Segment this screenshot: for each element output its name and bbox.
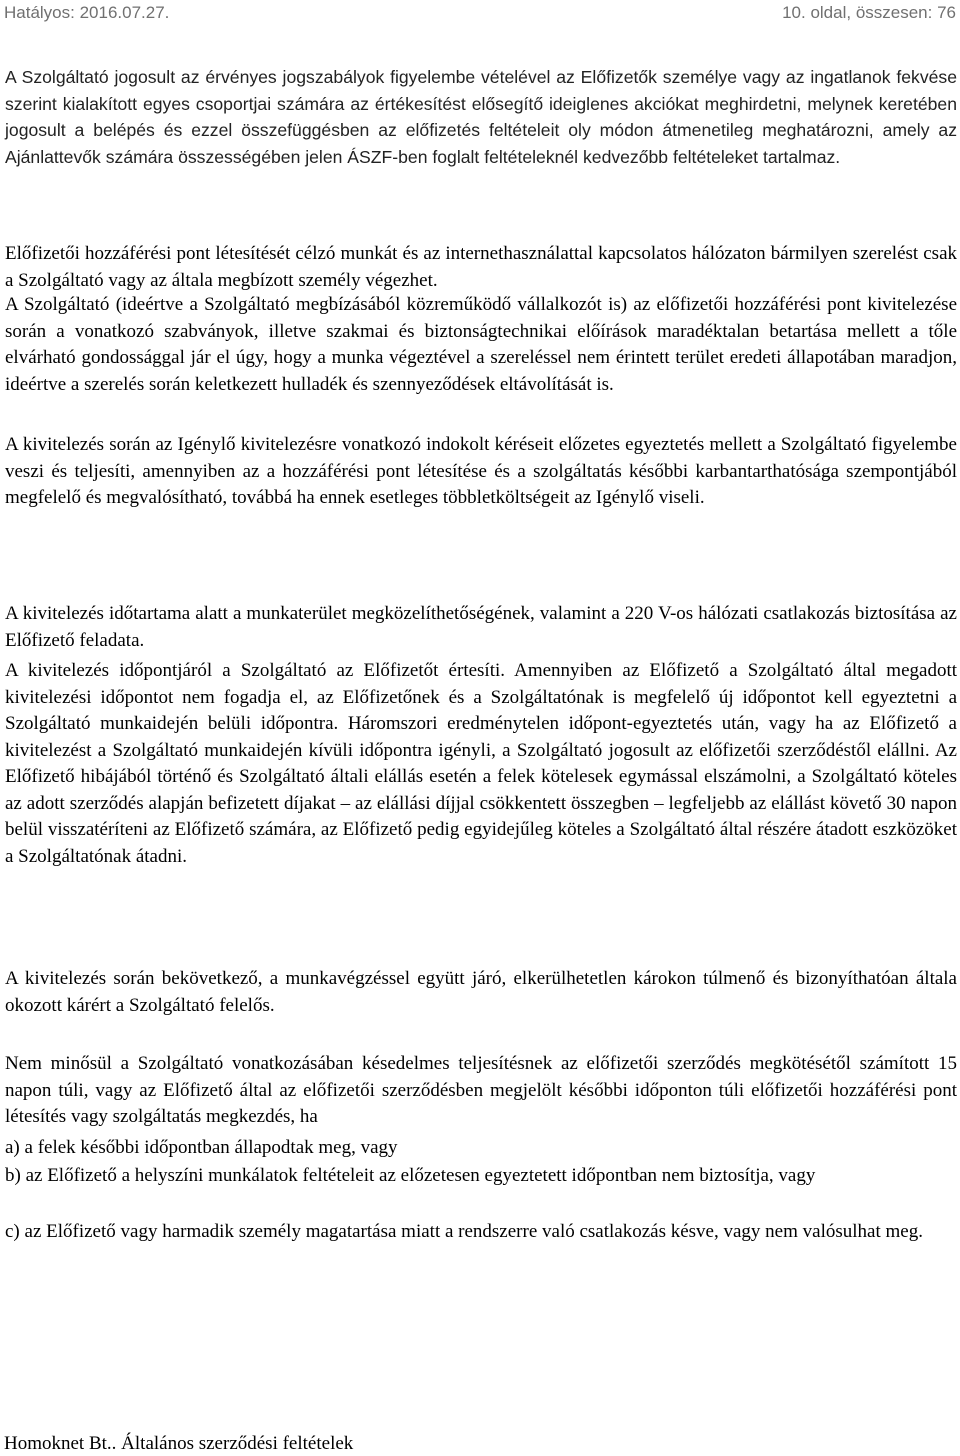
paragraph-delay-conditions: Nem minősül a Szolgáltató vonatkozásában késedelmes teljesítésnek az előfizetői szerződés megkötésétől számított 15 napon túli, vagy az Előfizető által az előfizetői szerződésben megjelölt későbbi időponton túli előfizetői hozzáférési pont létesítés vagy szolgáltatás megkezdés, ha	[5, 1053, 957, 1127]
list-item-a: a) a felek későbbi időpontban állapodtak meg, vagy	[5, 1137, 398, 1158]
page-footer: Homoknet Bt.. Általános szerződési feltételek	[4, 1433, 354, 1454]
list-item-b: b) az Előfizető a helyszíni munkálatok feltételeit az előzetesen egyeztetett időpontban nem biztosítja, vagy	[5, 1165, 816, 1186]
paragraph-installation-rights: Előfizetői hozzáférési pont létesítését célzó munkát és az internethasználattal kapcsolatos hálózaton bármilyen szerelést csak a Szolgáltató vagy az általa megbízott személy végezhet.	[5, 243, 957, 291]
paragraph-scheduling: A kivitelezés időpontjáról a Szolgáltató az Előfizetőt értesíti. Amennyiben az Előfizető a Szolgáltató által megadott kivitelezési időpontot nem fogadja el, az Előfizetőnek és a Szolgáltatónak is megfelelő új időpontot kell egyeztetni a Szolgáltató munkaidején belüli időpontra. Háromszori eredménytelen időpont-egyeztetés után, vagy ha az Előfizető a kivitelezést a Szolgáltató munkaidején kívüli időpontra igényli, a Szolgáltató jogosult az előfizetői szerződéstől elállni. Az Előfizető hibájából történő és Szolgáltató általi elállás esetén a felek kötelesek egymással elszámolni, a Szolgáltató köteles az adott szerződés alapján befizetett díjakat – az elállási díjjal csökkentett összegben – legfeljebb az elállást követő 30 napon belül visszatéríteni az Előfizető számára, az Előfizető pedig egyidejűleg köteles a Szolgáltató által részére átadott eszközöket a Szolgáltatónak átadni.	[5, 660, 957, 867]
paragraph-applicant-requests: A kivitelezés során az Igénylő kivitelezésre vonatkozó indokolt kéréseit előzetes egyeztetés mellett a Szolgáltató figyelembe veszi és teljesíti, amennyiben az a hozzáférési pont létesítése és a szolgáltatás későbbi karbantarthatósága szempontjából megfelelő és megvalósítható, továbbá ha ennek esetleges többletköltségeit az Igénylő viseli.	[5, 434, 957, 508]
paragraph-installation-standards: A Szolgáltató (ideértve a Szolgáltató megbízásából közreműködő vállalkozót is) az előfizetői hozzáférési pont kivitelezése során a vonatkozó szabványok, illetve szakmai és biztonságtechnikai előírások maradéktalan betartása mellett a tőle elvárható gondossággal jár el úgy, hogy a munka végeztével a szereléssel nem érintett terület eredeti állapotában maradjon, ideértve a szerelés során keletkezett hulladék és szennyeződések eltávolítását is.	[5, 294, 957, 395]
page-header	[0, 2, 960, 24]
page-counter: 10. oldal, összesen: 76	[782, 3, 956, 22]
paragraph-promotions: A Szolgáltató jogosult az érvényes jogszabályok figyelembe vételével az Előfizetők személye vagy az ingatlanok fekvése szerint kialakított egyes csoportjai számára az értékesítést elősegítő ideiglenes akciókat meghirdetni, melynek keretében jogosult a belépés és ezzel összefüggésben az előfizetés feltételeit oly módon átmenetileg meghatározni, amely az Ajánlattevők számára összességében jelen ÁSZF-ben foglalt feltételeknél kedvezőbb feltételeket tartalmaz.	[5, 67, 957, 167]
list-item-c: c) az Előfizető vagy harmadik személy magatartása miatt a rendszerre való csatlakozás késve, vagy nem valósulhat meg.	[5, 1221, 923, 1242]
effective-date: Hatályos: 2016.07.27.	[4, 3, 170, 22]
paragraph-damages: A kivitelezés során bekövetkező, a munkavégzéssel együtt járó, elkerülhetetlen károkon túlmenő és bizonyíthatóan általa okozott kárért a Szolgáltató felelős.	[5, 968, 957, 1016]
paragraph-work-area: A kivitelezés időtartama alatt a munkaterület megközelíthetőségének, valamint a 220 V-os hálózati csatlakozás biztosítása az Előfizető feladata.	[5, 603, 957, 651]
